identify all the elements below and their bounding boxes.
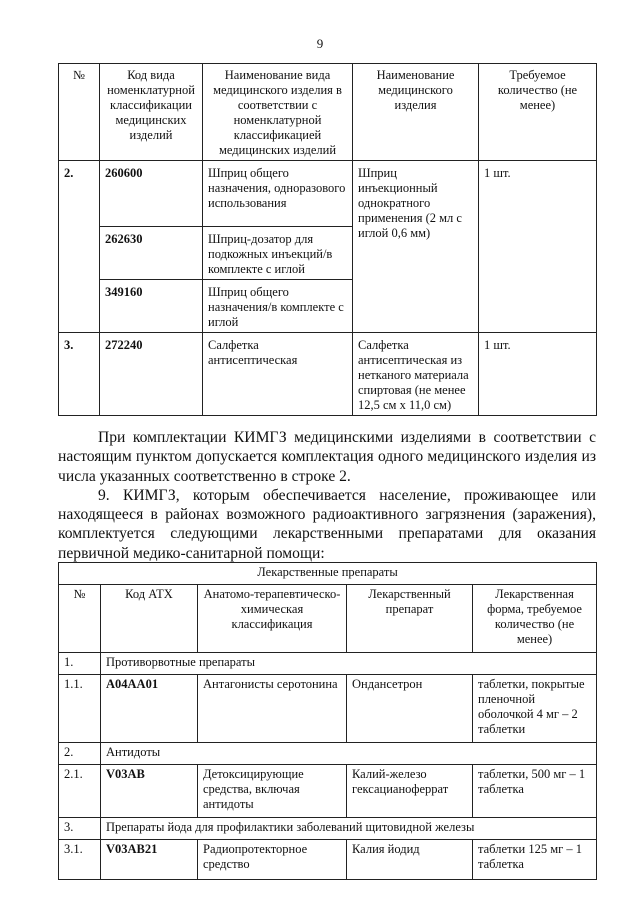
drug-name: Ондансетрон (347, 675, 473, 743)
row-number: 2.1. (59, 765, 101, 818)
header-cell: Наименование вида медицинского изделия в соответствии с номенклатурной классификацией медицинских изделий (203, 64, 353, 161)
drug-form: таблетки, 500 мг – 1 таблетка (473, 765, 597, 818)
row-number: 2. (59, 161, 100, 333)
atc-code: V03AB21 (101, 840, 198, 880)
group-title: Антидоты (101, 743, 597, 765)
header-cell: № (59, 585, 101, 653)
header-cell: № (59, 64, 100, 161)
table-row (59, 840, 597, 880)
name-cell: Шприц общего назначения, одноразового использования (203, 161, 353, 227)
code-cell: 272240 (100, 333, 203, 416)
code-cell: 262630 (100, 227, 203, 280)
group-number: 2. (59, 743, 101, 765)
row-number: 1.1. (59, 675, 101, 743)
header-cell: Требуемое количество (не менее) (479, 64, 597, 161)
group-number: 1. (59, 653, 101, 675)
name-cell: Салфетка антисептическая (203, 333, 353, 416)
header-cell: Наименование медицинского изделия (353, 64, 479, 161)
table-header-row (59, 585, 597, 653)
qty-cell: 1 шт. (479, 161, 597, 333)
table-row (59, 765, 597, 818)
group-title: Противорвотные препараты (101, 653, 597, 675)
group-number: 3. (59, 818, 101, 840)
medicines-table (58, 562, 597, 880)
drug-name: Калия йодид (347, 840, 473, 880)
header-cell: Анатомо-терапевтическо-химическая классификация (198, 585, 347, 653)
table-header-row (59, 64, 597, 161)
device-cell: Салфетка антисептическая из нетканого материала спиртовая (не менее 12,5 см х 11,0 см) (353, 333, 479, 416)
drug-name: Калий-железо гексацианоферрат (347, 765, 473, 818)
body-text (58, 428, 596, 563)
device-cell: Шприц инъекционный однократного применения (2 мл с иглой 0,6 мм) (353, 161, 479, 333)
code-cell: 349160 (100, 280, 203, 333)
drug-form: таблетки 125 мг – 1 таблетка (473, 840, 597, 880)
header-cell: Лекарственная форма, требуемое количество (не менее) (473, 585, 597, 653)
paragraph: 9. КИМГЗ, которым обеспечивается население, проживающее или находящееся в районах возможного радиоактивного загрязнения (заражения), комплектуется следующими лекарственными препаратами для оказания первичной медико-санитарной помощи: (58, 486, 596, 562)
atc-code: A04AA01 (101, 675, 198, 743)
group-row (59, 818, 597, 840)
table-title: Лекарственные препараты (59, 563, 597, 585)
header-cell: Код вида номенклатурной классификации медицинских изделий (100, 64, 203, 161)
group-title: Препараты йода для профилактики заболеваний щитовидной железы (101, 818, 597, 840)
table-row (59, 333, 597, 416)
row-number: 3.1. (59, 840, 101, 880)
code-cell: 260600 (100, 161, 203, 227)
table-row (59, 161, 597, 227)
row-number: 3. (59, 333, 100, 416)
drug-form: таблетки, покрытые пленочной оболочкой 4 мг – 2 таблетки (473, 675, 597, 743)
header-cell: Лекарственный препарат (347, 585, 473, 653)
table-title-row (59, 563, 597, 585)
name-cell: Шприц-дозатор для подкожных инъекций/в комплекте с иглой (203, 227, 353, 280)
group-row (59, 743, 597, 765)
name-cell: Шприц общего назначения/в комплекте с иглой (203, 280, 353, 333)
atc-class: Антагонисты серотонина (198, 675, 347, 743)
paragraph: При комплектации КИМГЗ медицинскими изделиями в соответствии с настоящим пунктом допускается комплектация одного медицинского изделия из числа указанных соответственно в строке 2. (58, 429, 596, 485)
medical-devices-table (58, 63, 597, 416)
qty-cell: 1 шт. (479, 333, 597, 416)
group-row (59, 653, 597, 675)
table-row (59, 675, 597, 743)
atc-class: Радиопротекторное средство (198, 840, 347, 880)
atc-class: Детоксицирующие средства, включая антидоты (198, 765, 347, 818)
header-cell: Код АТХ (101, 585, 198, 653)
atc-code: V03AB (101, 765, 198, 818)
page-number: 9 (316, 36, 324, 51)
